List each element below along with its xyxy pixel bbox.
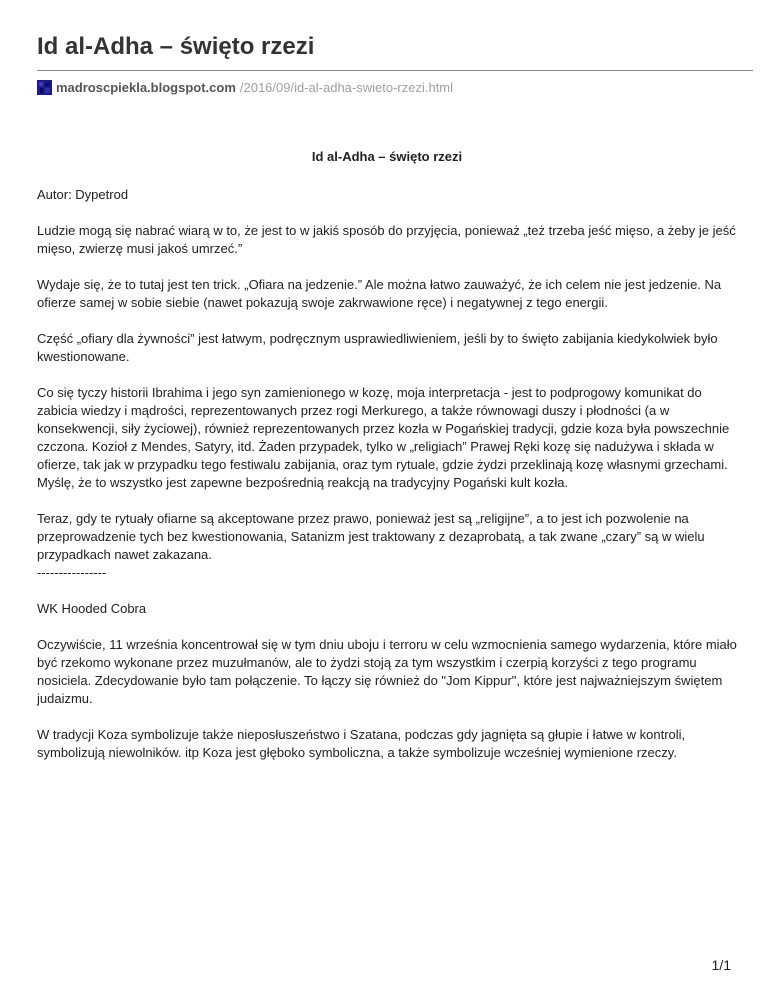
source-line [37, 78, 453, 96]
blog-favicon-icon [37, 80, 52, 95]
article-paragraph: Co się tyczy historii Ibrahima i jego syn zamienionego w kozę, moja interpretacja - jest to podprogowy komunikat do zabicia wiedzy i mądrości, reprezentowanych przez rogi Merkurego, a także równowagi duszy i płodności (a w konsekwencji, siły życiowej), również reprezentowanych przez kozła w Pogańskiej tradycji, gdzie koza była powszechnie czczona. Kozioł z Mendes, Satyry, itd. Żaden przypadek, tylko w „religiach” Prawej Ręki kozę się nadużywa i składa w ofierze, tak jak w przypadku tego festiwalu zabijania, oraz tym rytuale, gdzie żydzi przeklinają kozę własnymi grzechami. Myślę, że to wszystko jest zapewne bezpośrednią reakcją na tradycyjny Pogański kult kozła. [37, 385, 730, 490]
article-paragraph: Oczywiście, 11 września koncentrował się w tym dniu uboju i terroru w celu wzmocnienia samego wydarzenia, które miało być rzekomo wykonane przez muzułmanów, ale to żydzi stoją za tym wszystkim i czerpią korzyści z tego programu nosiciela. Zdecydowanie było tam połączenie. To łączy się również do "Jom Kippur", które jest najważniejszym świętem judaizmu. [37, 637, 737, 706]
article-paragraph: W tradycji Koza symbolizuje także nieposłuszeństwo i Szatana, podczas gdy jagnięta są głupie i łatwe w kontroli, symbolizują niewolników. itp Koza jest głęboko symboliczna, a także symbolizuje wcześniej wymienione rzeczy. [37, 727, 686, 760]
article-heading: Id al-Adha – święto rzezi [311, 149, 463, 164]
page-title: Id al-Adha – święto rzezi [37, 33, 315, 60]
article-paragraph: Wydaje się, że to tutaj jest ten trick. „Ofiara na jedzenie.” Ale można łatwo zauważyć, że ich celem nie jest jedzenie. Na ofierze samej w sobie siebie (nawet pokazują swoje zakrwawione ręce) i negatywnej z tego energii. [37, 277, 722, 310]
page-number: 1/1 [711, 957, 731, 973]
article-paragraph: Teraz, gdy te rytuały ofiarne są akceptowane przez prawo, ponieważ jest są „religijne”, a to jest ich pozwolenie na przeprowadzenie tych bez kwestionowania, Satanizm jest traktowany z dezaprobatą, a tak zwane „czary” są w wielu przypadkach nawet zakazana. [37, 511, 705, 562]
section-separator: ---------------- [37, 565, 107, 580]
second-author: WK Hooded Cobra [37, 601, 147, 616]
article-paragraph: Część „ofiary dla żywności” jest łatwym, podręcznym usprawiedliwieniem, jeśli by to święto zabijania kiedykolwiek było kwestionowane. [37, 331, 718, 364]
article-paragraph: Ludzie mogą się nabrać wiarą w to, że jest to w jakiś sposób do przyjęcia, ponieważ „też trzeba jeść mięso, a żeby je jeść mięso, zwierzę musi jakoś umrzeć.” [37, 223, 736, 256]
source-path-link[interactable]: /2016/09/id-al-adha-swieto-rzezi.html [239, 79, 454, 95]
source-domain-link[interactable]: madroscpiekla.blogspot.com [56, 79, 236, 95]
article-body [37, 148, 737, 780]
article-author: Autor: Dypetrod [37, 187, 129, 202]
title-divider [37, 70, 753, 71]
